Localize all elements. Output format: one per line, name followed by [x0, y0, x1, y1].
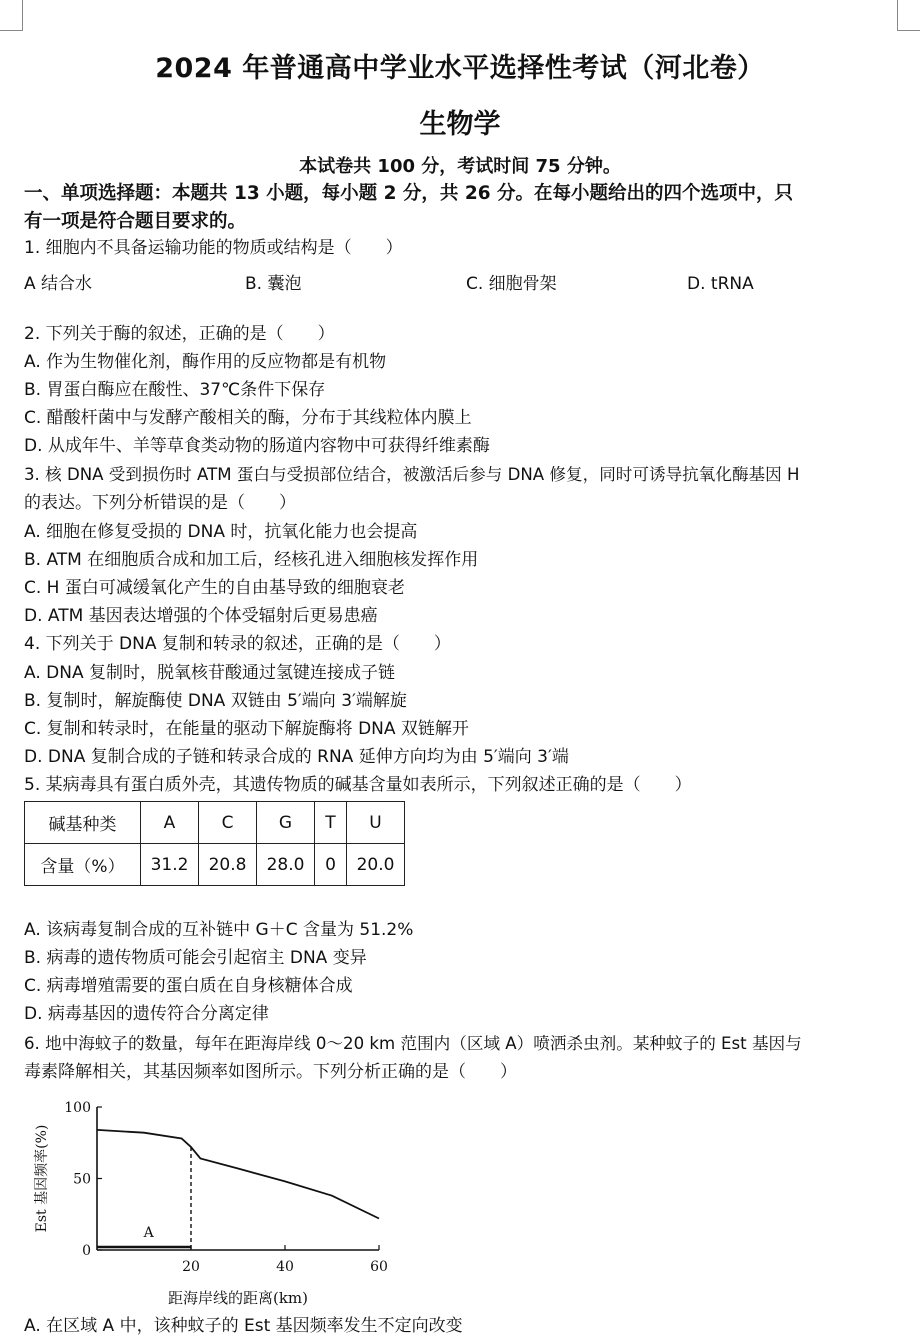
q2-stem: 2. 下列关于酶的叙述，正确的是（ ）	[24, 324, 335, 344]
table-cell: 31.2	[141, 844, 199, 886]
q2-option-c[interactable]: C. 醋酸杆菌中与发酵产酸相关的酶，分布于其线粒体内膜上	[24, 408, 472, 428]
q5-option-d[interactable]: D. 病毒基因的遗传符合分离定律	[24, 1004, 269, 1024]
x-tick-label: 60	[370, 1259, 388, 1275]
table-cell: 0	[315, 844, 347, 886]
table-cell: C	[199, 802, 257, 844]
q6-stem-line-2: 毒素降解相关，其基因频率如图所示。下列分析正确的是（ ）	[24, 1062, 517, 1082]
section-heading-line-2: 有一项是符合题目要求的。	[24, 211, 247, 232]
q6-stem-line-1: 6. 地中海蚊子的数量，每年在距海岸线 0～20 km 范围内（区域 A）喷洒杀虫剂。某种蚊子的 Est 基因与	[24, 1034, 802, 1053]
q1-stem: 1. 细胞内不具备运输功能的物质或结构是（ ）	[24, 238, 403, 258]
section-heading-line-1: 一、单项选择题：本题共 13 小题，每小题 2 分，共 26 分。在每小题给出的四个选项中，只	[24, 183, 794, 204]
table-cell: 20.0	[347, 844, 405, 886]
exam-title: 2024 年普通高中学业水平选择性考试（河北卷）	[155, 53, 765, 84]
table-row	[25, 844, 405, 886]
q5-option-b[interactable]: B. 病毒的遗传物质可能会引起宿主 DNA 变异	[24, 948, 367, 968]
y-tick-label: 100	[64, 1100, 91, 1116]
page-corner-right	[897, 0, 920, 31]
q3-stem-line-2: 的表达。下列分析错误的是（ ）	[24, 493, 296, 513]
q2-option-b[interactable]: B. 胃蛋白酶应在酸性、37℃条件下保存	[24, 380, 326, 400]
table-cell: T	[315, 802, 347, 844]
q5-option-c[interactable]: C. 病毒增殖需要的蛋白质在自身核糖体合成	[24, 976, 353, 996]
q3-option-b[interactable]: B. ATM 在细胞质合成和加工后，经核孔进入细胞核发挥作用	[24, 550, 479, 570]
q6-option-a[interactable]: A. 在区域 A 中，该种蚊子的 Est 基因频率发生不定向改变	[24, 1316, 463, 1336]
table-cell: 含量（%）	[25, 844, 141, 886]
est-frequency-chart	[20, 1090, 400, 1315]
y-tick-label: 50	[73, 1171, 91, 1188]
q4-stem: 4. 下列关于 DNA 复制和转录的叙述，正确的是（ ）	[24, 634, 451, 654]
q4-option-d[interactable]: D. DNA 复制合成的子链和转录合成的 RNA 延伸方向均为由 5′端向 3′端	[24, 747, 569, 767]
q1-option-b[interactable]: B. 囊泡	[245, 274, 302, 294]
region-a-label: A	[143, 1225, 154, 1241]
q5-option-a[interactable]: A. 该病毒复制合成的互补链中 G＋C 含量为 51.2%	[24, 920, 414, 940]
q3-option-c[interactable]: C. H 蛋白可减缓氧化产生的自由基导致的细胞衰老	[24, 578, 405, 598]
q2-option-a[interactable]: A. 作为生物催化剂，酶作用的反应物都是有机物	[24, 352, 387, 372]
q4-option-b[interactable]: B. 复制时，解旋酶使 DNA 双链由 5′端向 3′端解旋	[24, 691, 407, 711]
base-content-table	[24, 801, 405, 886]
x-axis-label: 距海岸线的距离(km)	[167, 1289, 309, 1307]
q5-stem: 5. 某病毒具有蛋白质外壳，其遗传物质的碱基含量如表所示，下列叙述正确的是（ ）	[24, 775, 692, 795]
x-tick-label: 20	[182, 1259, 200, 1275]
q3-option-d[interactable]: D. ATM 基因表达增强的个体受辐射后更易患癌	[24, 606, 378, 626]
page-corner-left	[0, 0, 23, 31]
q3-stem-line-1: 3. 核 DNA 受到损伤时 ATM 蛋白与受损部位结合，被激活后参与 DNA 修复，同时可诱导抗氧化酶基因 H	[24, 465, 800, 484]
q4-option-a[interactable]: A. DNA 复制时，脱氧核苷酸通过氢键连接成子链	[24, 663, 395, 683]
q1-option-c[interactable]: C. 细胞骨架	[466, 274, 557, 294]
table-cell: G	[257, 802, 315, 844]
table-row	[25, 802, 405, 844]
q3-option-a[interactable]: A. 细胞在修复受损的 DNA 时，抗氧化能力也会提高	[24, 522, 418, 542]
table-cell: 28.0	[257, 844, 315, 886]
est-frequency-line	[97, 1130, 379, 1219]
y-tick-label: 0	[82, 1243, 91, 1259]
section-heading	[24, 180, 910, 236]
x-tick-label: 40	[276, 1259, 294, 1275]
q2-option-d[interactable]: D. 从成年牛、羊等草食类动物的肠道内容物中可获得纤维素酶	[24, 436, 490, 456]
q4-option-c[interactable]: C. 复制和转录时，在能量的驱动下解旋酶将 DNA 双链解开	[24, 719, 469, 739]
subject-title: 生物学	[419, 109, 501, 140]
y-axis-label: Est 基因频率(%)	[34, 1124, 50, 1233]
table-cell: 20.8	[199, 844, 257, 886]
q1-option-d[interactable]: D. tRNA	[687, 274, 754, 294]
exam-note: 本试卷共 100 分，考试时间 75 分钟。	[299, 156, 621, 177]
table-cell: A	[141, 802, 199, 844]
table-cell: 碱基种类	[25, 802, 141, 844]
table-cell: U	[347, 802, 405, 844]
q1-option-a[interactable]: A 结合水	[24, 274, 93, 294]
